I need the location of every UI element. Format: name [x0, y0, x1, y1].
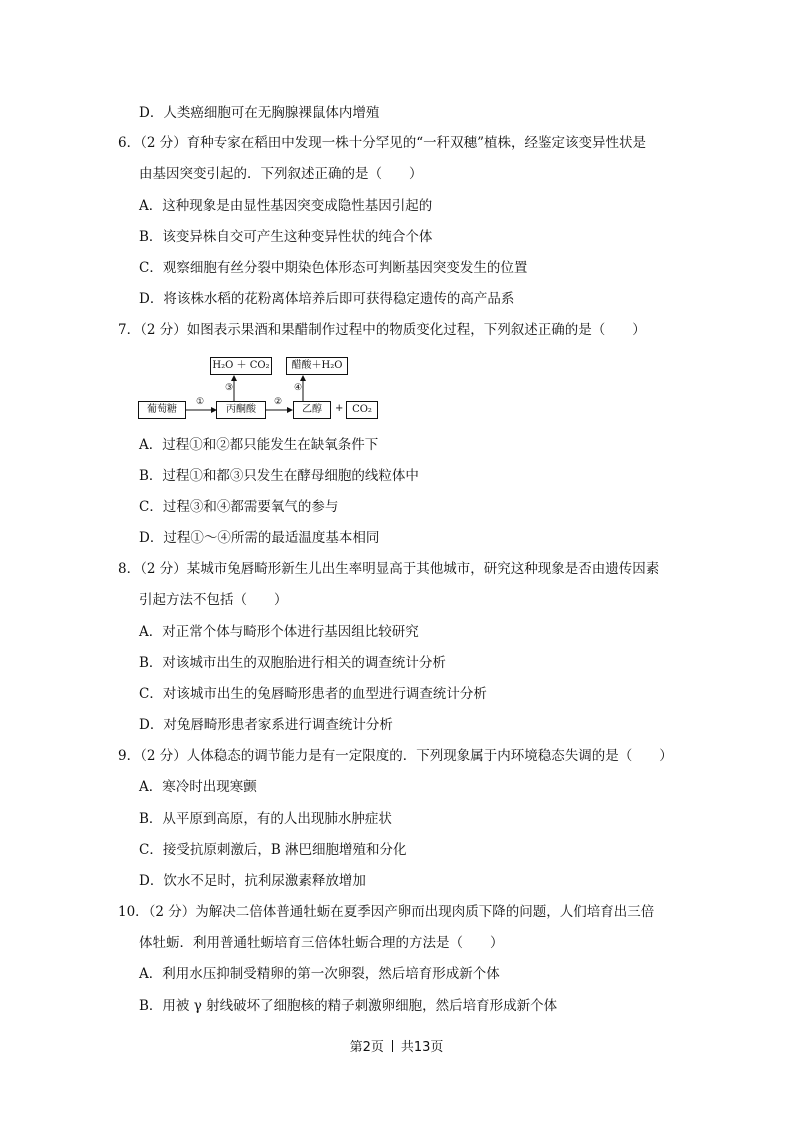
q6-stem-line1: 6．（2 分）育种专家在稻田中发现一株十分罕见的“一秆双穗”植株，经鉴定该变异性状是	[118, 135, 647, 151]
h2o-co2-box: H₂O ＋ CO₂	[210, 357, 272, 375]
q8-option-c: C．对该城市出生的兔唇畸形患者的血型进行调查统计分析	[139, 686, 487, 702]
q7-option-c: C．过程③和④都需要氧气的参与	[139, 499, 339, 515]
ethanol-box: 乙醇	[293, 401, 331, 419]
q7-option-d: D．过程①～④所需的最适温度基本相同	[139, 530, 380, 546]
page-footer	[0, 1036, 793, 1055]
fermentation-pathway-diagram	[138, 352, 378, 426]
co2-box: CO₂	[346, 401, 378, 419]
q7-option-b: B．过程①和都③只发生在酵母细胞的线粒体中	[139, 468, 419, 484]
page-number: 第2页	[349, 1040, 384, 1055]
pyruvate-box: 丙酮酸	[216, 401, 266, 419]
q5-option-d: D．人类癌细胞可在无胸腺裸鼠体内增殖	[139, 105, 380, 121]
q6-option-a: A．这种现象是由显性基因突变成隐性基因引起的	[139, 198, 433, 214]
q7-option-a: A．过程①和②都只能发生在缺氧条件下	[139, 437, 379, 453]
plus-sign: +	[335, 403, 344, 414]
q9-option-d: D．饮水不足时，抗利尿激素释放增加	[139, 873, 366, 889]
q9-option-b: B．从平原到高原，有的人出现肺水肿症状	[139, 811, 392, 827]
q10-option-a: A．利用水压抑制受精卵的第一次卵裂，然后培育形成新个体	[139, 966, 500, 982]
q8-stem-line1: 8．（2 分）某城市兔唇畸形新生儿出生率明显高于其他城市，研究这种现象是否由遗传因素	[118, 561, 660, 577]
q10-option-b: B．用被 γ 射线破坏了细胞核的精子刺激卵细胞，然后培育形成新个体	[139, 998, 558, 1014]
q6-stem-line2: 由基因突变引起的．下列叙述正确的是（ ）	[139, 166, 423, 182]
q10-stem-line2: 体牡蛎．利用普通牡蛎培育三倍体牡蛎合理的方法是（ ）	[139, 935, 504, 951]
page-total: 共13页	[400, 1040, 444, 1055]
q8-stem-line2: 引起方法不包括（ ）	[139, 592, 288, 608]
q6-option-c: C．观察细胞有丝分裂中期染色体形态可判断基因突变发生的位置	[139, 260, 528, 276]
q9-stem-line1: 9．（2 分）人体稳态的调节能力是有一定限度的．下列现象属于内环境稳态失调的是（ ）	[118, 748, 673, 764]
q6-option-d: D．将该株水稻的花粉离体培养后即可获得稳定遗传的高产品系	[139, 291, 515, 307]
q9-option-a: A．寒冷时出现寒颤	[139, 779, 257, 795]
q9-option-c: C．接受抗原刺激后，B 淋巴细胞增殖和分化	[139, 842, 407, 858]
step1-label: ①	[196, 397, 205, 407]
q8-option-b: B．对该城市出生的双胞胎进行相关的调查统计分析	[139, 655, 446, 671]
q8-option-d: D．对兔唇畸形患者家系进行调查统计分析	[139, 717, 393, 733]
q10-stem-line1: 10．（2 分）为解决二倍体普通牡蛎在夏季因产卵而出现肉质下降的问题，人们培育出三倍	[118, 904, 655, 920]
step3-label: ③	[225, 383, 234, 393]
step2-label: ②	[274, 397, 283, 407]
footer-separator	[392, 1040, 393, 1052]
q8-option-a: A．对正常个体与畸形个体进行基因组比较研究	[139, 624, 419, 640]
glucose-box: 葡萄糖	[138, 401, 186, 419]
step4-label: ④	[294, 383, 303, 393]
acetic-acid-box: 醋酸＋H₂O	[286, 357, 348, 375]
q6-option-b: B．该变异株自交可产生这种变异性状的纯合个体	[139, 229, 433, 245]
q7-stem-line1: 7．（2 分）如图表示果酒和果醋制作过程中的物质变化过程，下列叙述正确的是（ ）	[118, 322, 646, 338]
